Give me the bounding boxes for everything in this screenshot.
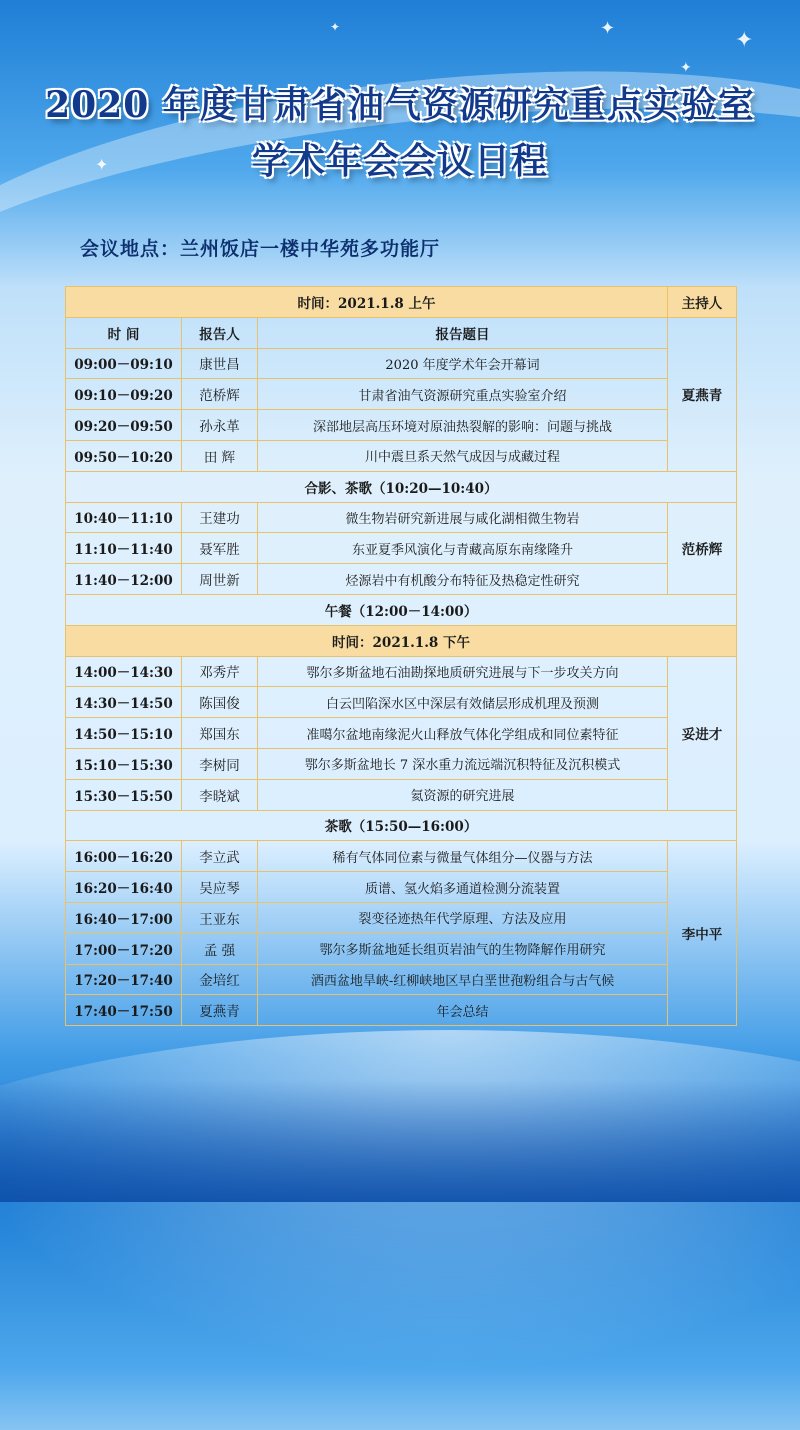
table-row xyxy=(66,779,737,810)
column-header-row xyxy=(66,317,737,348)
table-row xyxy=(66,656,737,687)
break-photo-tea: 合影、茶歌（10:20—10:40） xyxy=(66,471,737,502)
topic-cell: 鄂尔多斯盆地石油勘探地质研究进展与下一步攻关方向 xyxy=(258,656,668,687)
topic-cell: 2020 年度学术年会开幕词 xyxy=(258,348,668,379)
topic-cell: 鄂尔多斯盆地延长组页岩油气的生物降解作用研究 xyxy=(258,933,668,964)
page-title: 2020 年度甘肃省油气资源研究重点实验室 xyxy=(45,84,755,126)
speaker-cell: 李立武 xyxy=(182,841,258,872)
break-row xyxy=(66,810,737,841)
table-row xyxy=(66,841,737,872)
table-row xyxy=(66,533,737,564)
host-session3: 妥进才 xyxy=(668,656,737,810)
table-row xyxy=(66,748,737,779)
column-header-time: 时 间 xyxy=(66,317,182,348)
time-cell: 09:50－10:20 xyxy=(66,440,182,471)
table-row xyxy=(66,964,737,995)
speaker-cell: 范桥辉 xyxy=(182,379,258,410)
sparkle-icon: ✦ xyxy=(95,155,109,174)
table-row xyxy=(66,502,737,533)
speaker-cell: 郑国东 xyxy=(182,718,258,749)
speaker-cell: 王建功 xyxy=(182,502,258,533)
topic-cell: 甘肃省油气资源研究重点实验室介绍 xyxy=(258,379,668,410)
break-tea: 茶歌（15:50—16:00） xyxy=(66,810,737,841)
speaker-cell: 邓秀芹 xyxy=(182,656,258,687)
host-header: 主持人 xyxy=(668,287,737,318)
time-cell: 14:50－15:10 xyxy=(66,718,182,749)
topic-cell: 深部地层高压环境对原油热裂解的影响：问题与挑战 xyxy=(258,410,668,441)
table-row xyxy=(66,687,737,718)
time-cell: 11:40－12:00 xyxy=(66,564,182,595)
speaker-cell: 周世新 xyxy=(182,564,258,595)
column-header-topic: 报告题目 xyxy=(258,317,668,348)
time-cell: 17:40－17:50 xyxy=(66,995,182,1026)
host-session4: 李中平 xyxy=(668,841,737,1026)
topic-cell: 微生物岩研究新进展与咸化湖相微生物岩 xyxy=(258,502,668,533)
table-row xyxy=(66,440,737,471)
speaker-cell: 金培红 xyxy=(182,964,258,995)
table-row xyxy=(66,902,737,933)
table-row xyxy=(66,379,737,410)
table-row xyxy=(66,995,737,1026)
speaker-cell: 孟 强 xyxy=(182,933,258,964)
break-row xyxy=(66,471,737,502)
time-cell: 16:40－17:00 xyxy=(66,902,182,933)
break-lunch: 午餐（12:00－14:00） xyxy=(66,594,737,625)
time-cell: 11:10－11:40 xyxy=(66,533,182,564)
speaker-cell: 孙永革 xyxy=(182,410,258,441)
topic-cell: 川中震旦系天然气成因与成藏过程 xyxy=(258,440,668,471)
table-row xyxy=(66,872,737,903)
topic-cell: 白云凹陷深水区中深层有效储层形成机理及预测 xyxy=(258,687,668,718)
host-session1: 夏燕青 xyxy=(668,317,737,471)
time-cell: 10:40－11:10 xyxy=(66,502,182,533)
sparkle-icon: ✦ xyxy=(600,18,616,39)
page-subtitle: 学术年会会议日程 xyxy=(251,140,548,182)
time-cell: 14:00－14:30 xyxy=(66,656,182,687)
topic-cell: 裂变径迹热年代学原理、方法及应用 xyxy=(258,902,668,933)
time-cell: 17:00－17:20 xyxy=(66,933,182,964)
morning-header: 时间：2021.1.8 上午 xyxy=(66,287,668,318)
topic-cell: 准噶尔盆地南缘泥火山释放气体化学组成和同位素特征 xyxy=(258,718,668,749)
column-header-speaker: 报告人 xyxy=(182,317,258,348)
topic-cell: 稀有气体同位素与微量气体组分—仪器与方法 xyxy=(258,841,668,872)
speaker-cell: 吴应琴 xyxy=(182,872,258,903)
topic-cell: 年会总结 xyxy=(258,995,668,1026)
speaker-cell: 夏燕青 xyxy=(182,995,258,1026)
speaker-cell: 李树同 xyxy=(182,748,258,779)
afternoon-header-row xyxy=(66,625,737,656)
speaker-cell: 康世昌 xyxy=(182,348,258,379)
topic-cell: 鄂尔多斯盆地长 7 深水重力流远端沉积特征及沉积模式 xyxy=(258,748,668,779)
background-bottom xyxy=(0,1080,800,1202)
time-cell: 15:10－15:30 xyxy=(66,748,182,779)
table-row xyxy=(66,348,737,379)
topic-cell: 酒西盆地旱峡-红柳峡地区早白垩世孢粉组合与古气候 xyxy=(258,964,668,995)
speaker-cell: 李晓斌 xyxy=(182,779,258,810)
afternoon-header: 时间：2021.1.8 下午 xyxy=(66,625,737,656)
time-cell: 17:20－17:40 xyxy=(66,964,182,995)
sparkle-icon: ✦ xyxy=(735,28,754,53)
table-row xyxy=(66,718,737,749)
table-row xyxy=(66,564,737,595)
speaker-cell: 田 辉 xyxy=(182,440,258,471)
title-block xyxy=(0,78,800,190)
time-cell: 09:10－09:20 xyxy=(66,379,182,410)
time-cell: 16:20－16:40 xyxy=(66,872,182,903)
time-cell: 16:00－16:20 xyxy=(66,841,182,872)
topic-cell: 氦资源的研究进展 xyxy=(258,779,668,810)
speaker-cell: 王亚东 xyxy=(182,902,258,933)
time-cell: 09:00－09:10 xyxy=(66,348,182,379)
host-session2: 范桥辉 xyxy=(668,502,737,594)
topic-cell: 烃源岩中有机酸分布特征及热稳定性研究 xyxy=(258,564,668,595)
venue-label: 会议地点：兰州饭店一楼中华苑多功能厅 xyxy=(80,238,441,260)
sparkle-icon: ✦ xyxy=(680,60,692,76)
time-cell: 09:20－09:50 xyxy=(66,410,182,441)
break-row xyxy=(66,594,737,625)
table-row xyxy=(66,410,737,441)
time-cell: 14:30－14:50 xyxy=(66,687,182,718)
morning-header-row xyxy=(66,287,737,318)
table-row xyxy=(66,933,737,964)
speaker-cell: 聂军胜 xyxy=(182,533,258,564)
time-cell: 15:30－15:50 xyxy=(66,779,182,810)
sparkle-icon: ✦ xyxy=(330,20,341,34)
schedule-table xyxy=(65,286,737,1026)
topic-cell: 质谱、氢火焰多通道检测分流装置 xyxy=(258,872,668,903)
topic-cell: 东亚夏季风演化与青藏高原东南缘隆升 xyxy=(258,533,668,564)
speaker-cell: 陈国俊 xyxy=(182,687,258,718)
